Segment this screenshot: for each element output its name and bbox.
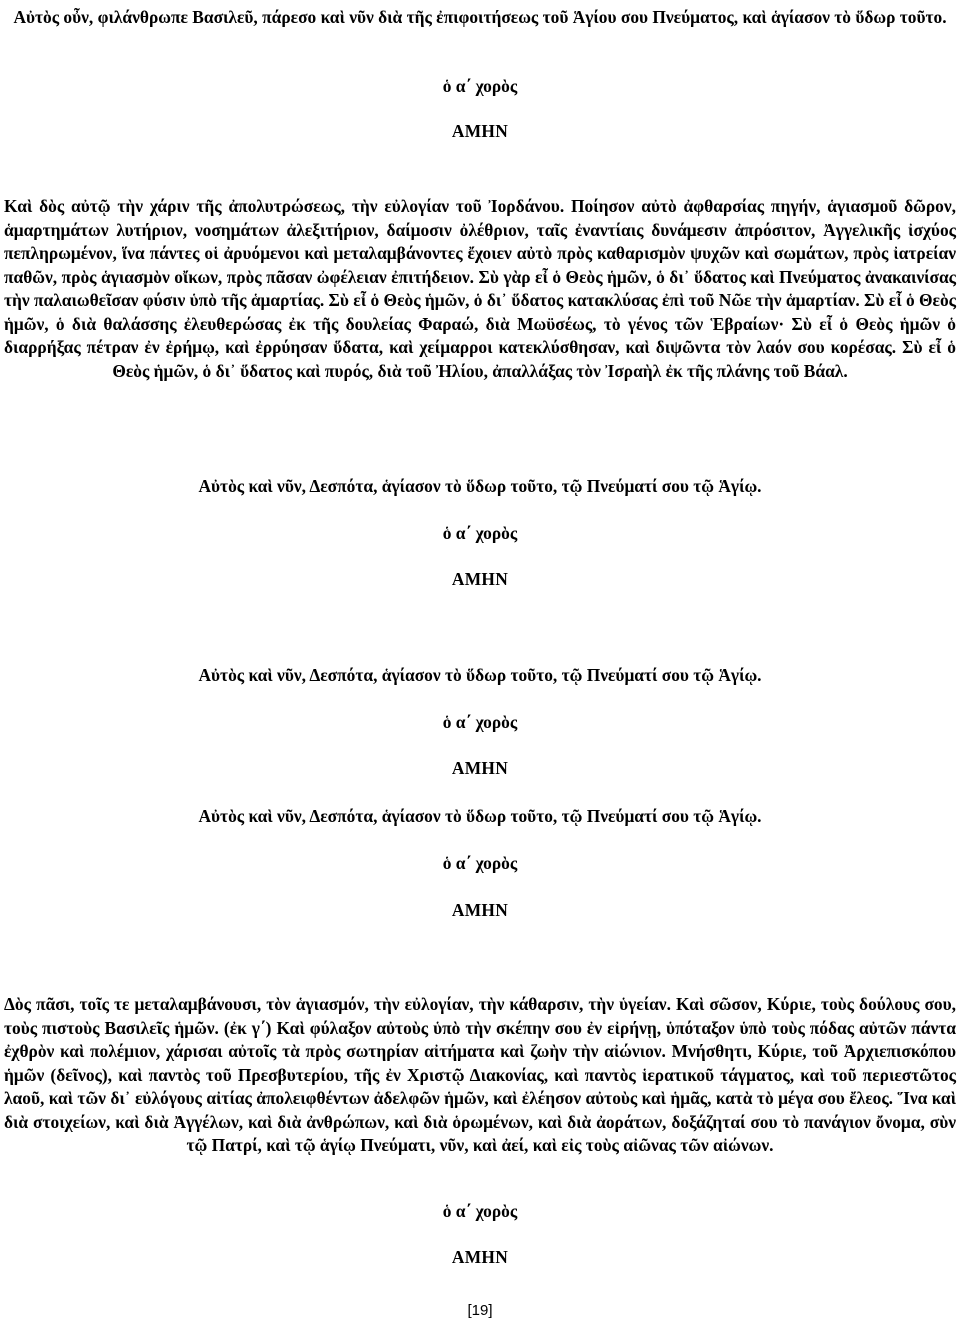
amen-response: ΑΜΗΝ <box>451 1247 509 1267</box>
prayer-opening: Αὐτὸς οὖν, φιλάνθρωπε Βασιλεῦ, πάρεσο καὶ νῦν διὰ τῆς ἐπιφοιτήσεως τοῦ Ἁγίου σου Πνεύματος, καὶ ἁγίασον τὸ ὕδωρ τοῦτο. <box>13 7 947 27</box>
prayer-final-paragraph: Δὸς πᾶσι, τοῖς τε μεταλαμβάνουσι, τὸν ἁγιασμόν, τὴν εὐλογίαν, τὴν κάθαρσιν, τὴν ὑγείαν. Καὶ σῶσον, Κύριε, τοὺς δούλους σου, τοὺς πιστοὺς Βασιλεῖς ἡμῶν. (ἐκ γ΄) Καὶ φύλαξον αὐτοὺς ὑπὸ τὴν σκέπην σου ἐν εἰρήνῃ, ὑπόταξον ὑπὸ τοὺς πόδας αὐτῶν πάντα ἐχθρὸν καὶ πολέμιον, χάρισαι αὐτοῖς τὰ πρὸς σωτηρίαν αἰτήματα καὶ ζωὴν τὴν αἰώνιον. Μνήσθητι, Κύριε, τοῦ Ἀρχιεπισκόπου ἡμῶν (δεῖνος), καὶ παντὸς τοῦ Πρεσβυτερίου, τῆς ἐν Χριστῷ Διακονίας, καὶ παντὸς ἱερατικοῦ τάγματος, καὶ τοῦ περιεστῶτος λαοῦ, καὶ τῶν δι᾽ εὐλόγους αἰτίας ἀπολειφθέντων ἀδελφῶν ἡμῶν, καὶ ἐλέησον αὐτοὺς καὶ ἡμᾶς, κατὰ τὸ μέγα σου ἔλεος. Ἵνα καὶ διὰ στοιχείων, καὶ διὰ Ἀγγέλων, καὶ διὰ ἀνθρώπων, καὶ διὰ ὁρωμένων, καὶ διὰ ἀοράτων, δοξάζηταί σου τὸ πανάγιον ὄνομα, σὺν τῷ Πατρί, καὶ τῷ ἁγίῳ Πνεύματι, νῦν, καὶ ἀεί, καὶ εἰς τοὺς αἰῶνας τῶν αἰώνων. <box>4 994 956 1155</box>
choir-label: ὁ α΄ χορὸς <box>442 853 518 873</box>
choir-label: ὁ α΄ χορὸς <box>442 712 518 732</box>
choir-label: ὁ α΄ χορὸς <box>442 1201 518 1221</box>
page-number: [19] <box>467 1302 493 1319</box>
prayer-main-paragraph: Καὶ δὸς αὐτῷ τὴν χάριν τῆς ἀπολυτρώσεως, τὴν εὐλογίαν τοῦ Ἰορδάνου. Ποίησον αὐτὸ ἀφθαρσίας πηγήν, ἁγιασμοῦ δῶρον, ἁμαρτημάτων λυτήριον, νοσημάτων ἀλεξιτήριον, δαίμοσιν ὀλέθριον, ταῖς ἐναντίαις δυνάμεσιν ἀπρόσιτον, Ἀγγελικῆς ἰσχύος πεπληρωμένον, ἵνα πάντες οἱ ἀρυόμενοι καὶ μεταλαμβάνοντες ἔχοιεν αὐτὸ πρὸς καθαρισμὸν ψυχῶν καὶ σωμάτων, πρὸς ἰατρείαν παθῶν, πρὸς ἁγιασμὸν οἴκων, πρὸς πᾶσαν ὠφέλειαν ἐπιτήδειον. Σὺ γὰρ εἶ ὁ Θεὸς ἡμῶν, ὁ δι᾽ ὕδατος καὶ Πνεύματος ἀνακαινίσας τὴν παλαιωθεῖσαν φύσιν ὑπὸ τῆς ἁμαρτίας. Σὺ εἶ ὁ Θεὸς ἡμῶν, ὁ δι᾽ ὕδατος κατακλύσας ἐπὶ τοῦ Νῶε τὴν ἁμαρτίαν. Σὺ εἶ ὁ Θεὸς ἡμῶν, ὁ διὰ θαλάσσης ἐλευθερώσας ἐκ τῆς δουλείας Φαραώ, διὰ Μωϋσέως, τὸ γένος τῶν Ἑβραίων· Σὺ εἶ ὁ Θεὸς ἡμῶν ὁ διαρρήξας πέτραν ἐν ἐρήμῳ, καὶ ἐρρύησαν ὕδατα, καὶ χείμαρροι κατεκλύσθησαν, καὶ διψῶντα τὸν λαόν σου κορέσας. Σὺ εἶ ὁ Θεὸς ἡμῶν, ὁ δι᾽ ὕδατος καὶ πυρός, διὰ τοῦ Ἠλίου, ἀπαλλάξας τὸν Ἰσραὴλ ἐκ τῆς πλάνης τοῦ Βάαλ. <box>4 196 956 381</box>
choir-label: ὁ α΄ χορὸς <box>442 76 518 96</box>
amen-response: ΑΜΗΝ <box>451 758 509 778</box>
refrain-line: Αὐτὸς καὶ νῦν, Δεσπότα, ἁγίασον τὸ ὕδωρ τοῦτο, τῷ Πνεύματί σου τῷ Ἁγίῳ. <box>198 665 762 685</box>
choir-label: ὁ α΄ χορὸς <box>442 523 518 543</box>
amen-response: ΑΜΗΝ <box>451 900 509 920</box>
refrain-line: Αὐτὸς καὶ νῦν, Δεσπότα, ἁγίασον τὸ ὕδωρ τοῦτο, τῷ Πνεύματί σου τῷ Ἁγίῳ. <box>198 806 762 826</box>
refrain-line: Αὐτὸς καὶ νῦν, Δεσπότα, ἁγίασον τὸ ὕδωρ τοῦτο, τῷ Πνεύματί σου τῷ Ἁγίῳ. <box>198 476 762 496</box>
amen-response: ΑΜΗΝ <box>451 121 509 141</box>
amen-response: ΑΜΗΝ <box>451 569 509 589</box>
